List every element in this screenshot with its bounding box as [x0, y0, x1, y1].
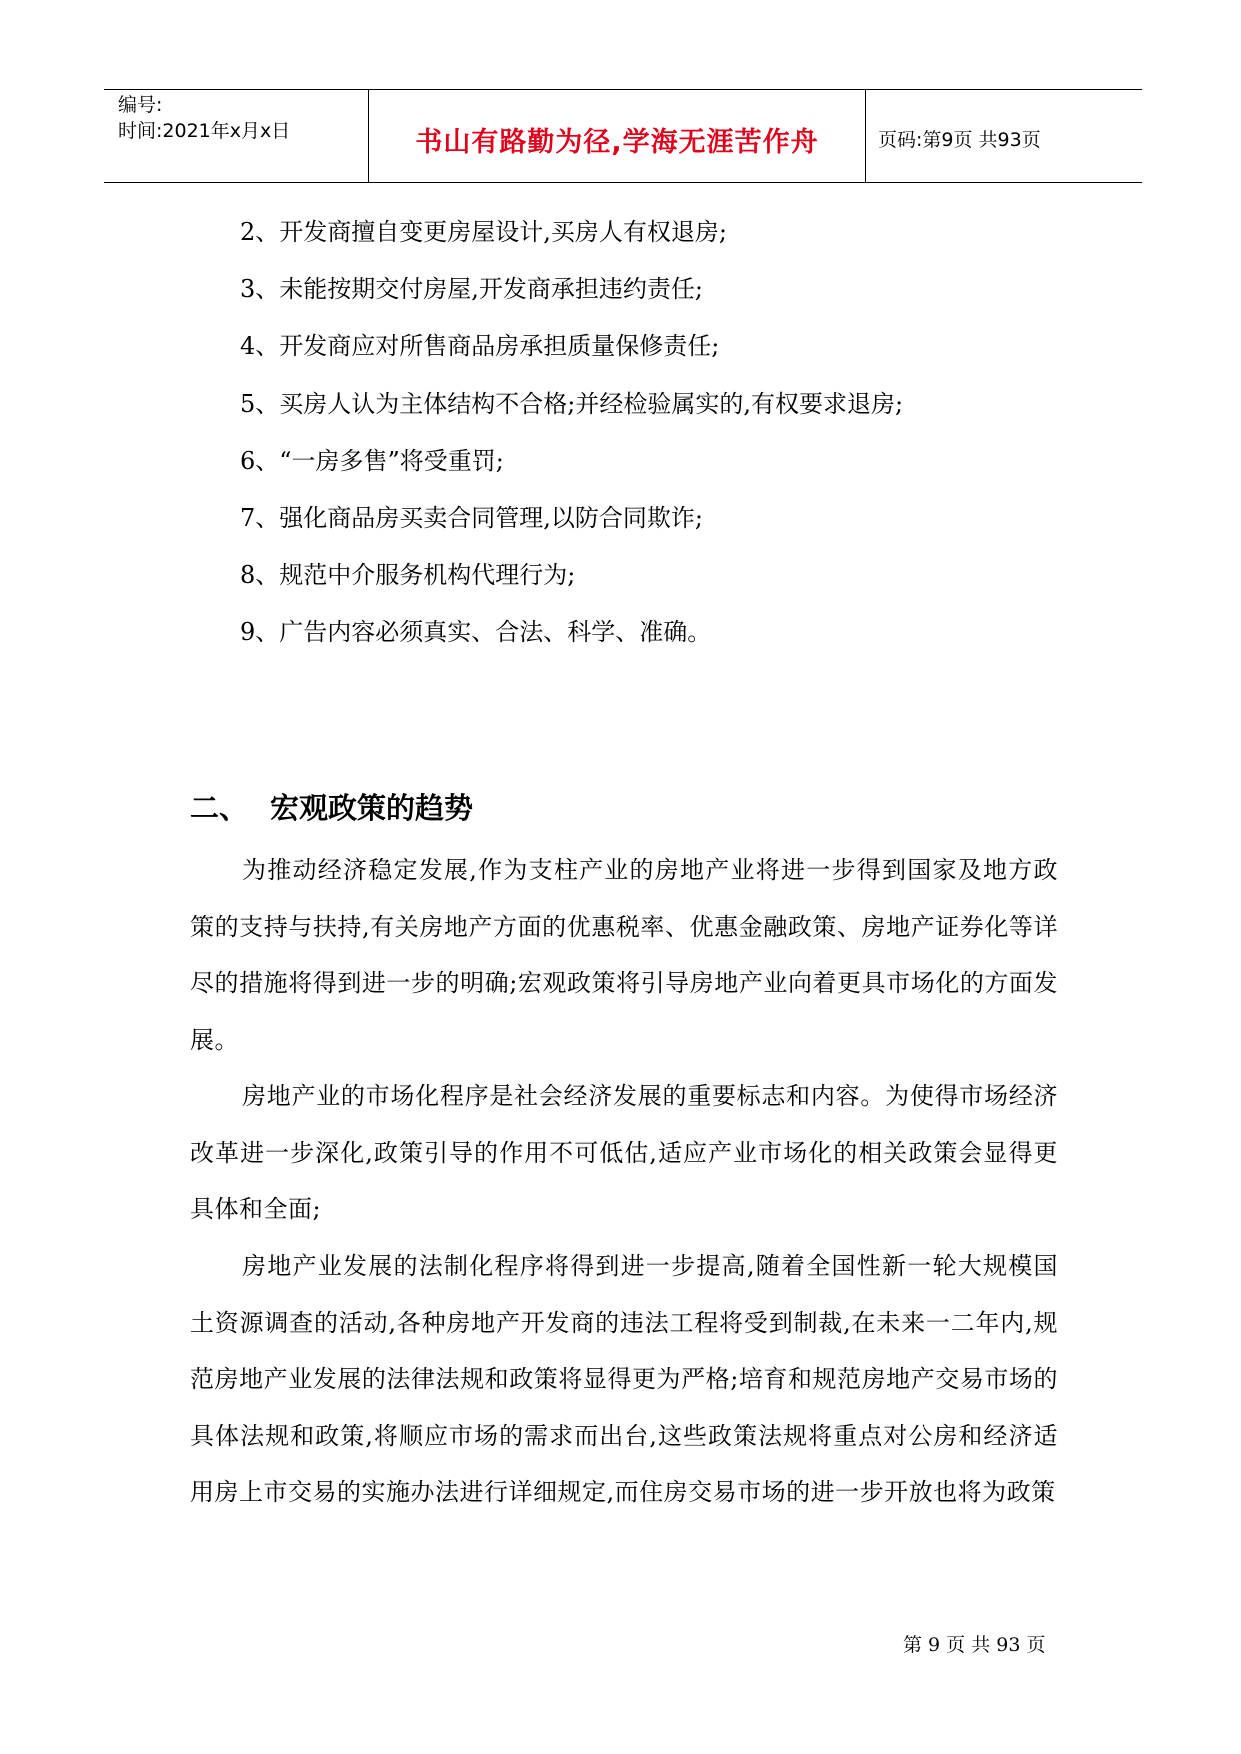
header-page-cell [866, 90, 1142, 182]
header-page-code: 页码:第9页 共93页 [878, 129, 1041, 151]
time-label: 时间:2021年x月x日 [118, 120, 291, 142]
list-item: 5、买房人认为主体结构不合格;并经检验属实的,有权要求退房; [240, 390, 904, 418]
list-item: 9、广告内容必须真实、合法、科学、准确。 [240, 618, 712, 646]
section-number: 二、 [190, 791, 249, 825]
list-item: 4、开发商应对所售商品房承担质量保修责任; [240, 332, 720, 360]
list-item: 7、强化商品房买卖合同管理,以防合同欺诈; [240, 504, 703, 532]
paragraph: 房地产业的市场化程序是社会经济发展的重要标志和内容。为使得市场经济改革进一步深化,政策引导的作用不可低估,适应产业市场化的相关政策会显得更具体和全面; [190, 1082, 1058, 1223]
list-item: 2、开发商擅自变更房屋设计,买房人有权退房; [240, 218, 727, 246]
page-header [104, 89, 1142, 183]
header-meta-cell [104, 90, 369, 182]
paragraph: 房地产业发展的法制化程序将得到进一步提高,随着全国性新一轮大规模国土资源调查的活动,各种房地产开发商的违法工程将受到制裁,在未来一二年内,规范房地产业发展的法律法规和政策将显得更为严格;培育和规范房地产交易市场的具体法规和政策,将顺应市场的需求而出台,这些政策法规将重点对公房和经济适用房上市交易的实施办法进行详细规定,而住房交易市场的进一步开放也将为政策 [190, 1252, 1058, 1506]
header-motto-cell [369, 90, 866, 182]
list-item: 6、“一房多售”将受重罚; [240, 447, 504, 475]
section-heading [190, 786, 473, 827]
serial-number-label: 编号: [118, 94, 163, 116]
section-title-text: 宏观政策的趋势 [270, 791, 474, 825]
paragraph: 为推动经济稳定发展,作为支柱产业的房地产业将进一步得到国家及地方政策的支持与扶持,有关房地产方面的优惠税率、优惠金融政策、房地产证券化等详尽的措施将得到进一步的明确;宏观政策将引导房地产业向着更具市场化的方面发展。 [190, 856, 1058, 1054]
list-item: 8、规范中介服务机构代理行为; [240, 561, 576, 589]
header-motto: 书山有路勤为径,学海无涯苦作舟 [415, 127, 819, 158]
page-footer: 第 9 页 共 93 页 [903, 1634, 1046, 1656]
list-item: 3、未能按期交付房屋,开发商承担违约责任; [240, 275, 703, 303]
